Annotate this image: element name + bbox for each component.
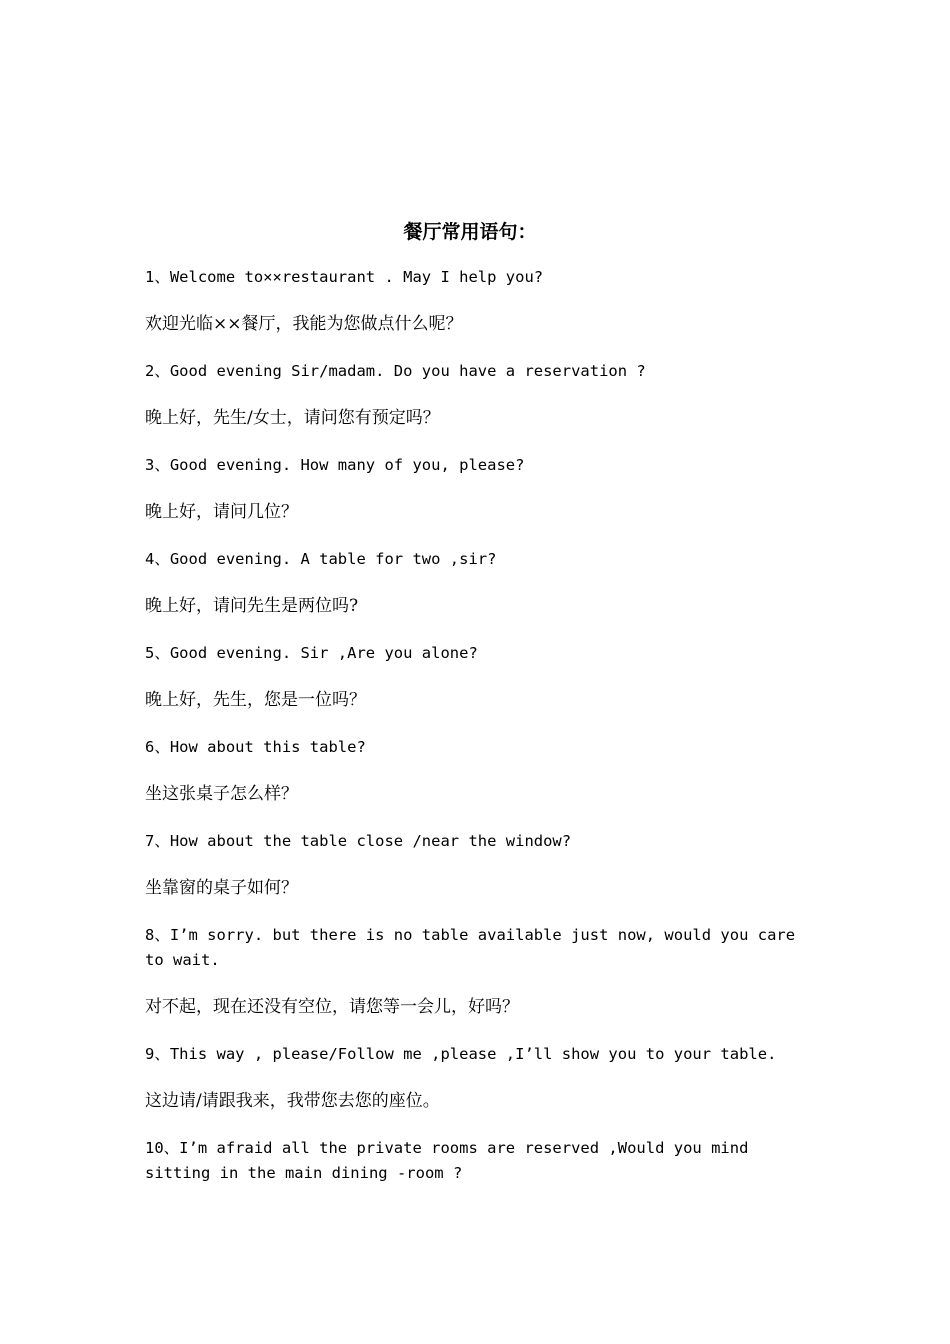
phrase-english-7: 7、How about the table close /near the window? <box>145 832 572 850</box>
phrase-list <box>145 265 815 1186</box>
phrase-english-8: 8、I’m sorry. but there is no table available just now, would you care to wait. <box>145 926 805 969</box>
phrase-chinese-3: 晚上好，请问几位？ <box>145 502 298 522</box>
phrase-chinese-6: 坐这张桌子怎么样？ <box>145 784 298 804</box>
phrase-english-5: 5、Good evening. Sir ,Are you alone? <box>145 644 478 662</box>
phrase-english-6: 6、How about this table? <box>145 738 366 756</box>
phrase-english-3: 3、Good evening. How many of you, please? <box>145 456 525 474</box>
phrase-chinese-5: 晚上好，先生，您是一位吗？ <box>145 690 366 710</box>
phrase-chinese-4: 晚上好，请问先生是两位吗? <box>145 596 359 616</box>
phrase-chinese-1: 欢迎光临××餐厅，我能为您做点什么呢？ <box>145 314 463 334</box>
phrase-english-2: 2、Good evening Sir/madam. Do you have a reservation ? <box>145 362 646 380</box>
document-title: 餐厅常用语句： <box>403 221 537 243</box>
phrase-chinese-2: 晚上好，先生/女士，请问您有预定吗？ <box>145 408 440 428</box>
phrase-english-4: 4、Good evening. A table for two ,sir? <box>145 550 497 568</box>
phrase-english-9: 9、This way , please/Follow me ,please ,I’ll show you to your table. <box>145 1045 777 1063</box>
phrase-chinese-9: 这边请/请跟我来，我带您去您的座位。 <box>145 1091 440 1111</box>
phrase-english-1: 1、Welcome to××restaurant . May I help you? <box>145 268 544 286</box>
phrase-english-10: 10、I’m afraid all the private rooms are reserved ,Would you mind sitting in the main dining -room ? <box>145 1139 758 1182</box>
phrase-chinese-8: 对不起，现在还没有空位，请您等一会儿，好吗？ <box>145 997 519 1017</box>
phrase-chinese-7: 坐靠窗的桌子如何？ <box>145 878 298 898</box>
